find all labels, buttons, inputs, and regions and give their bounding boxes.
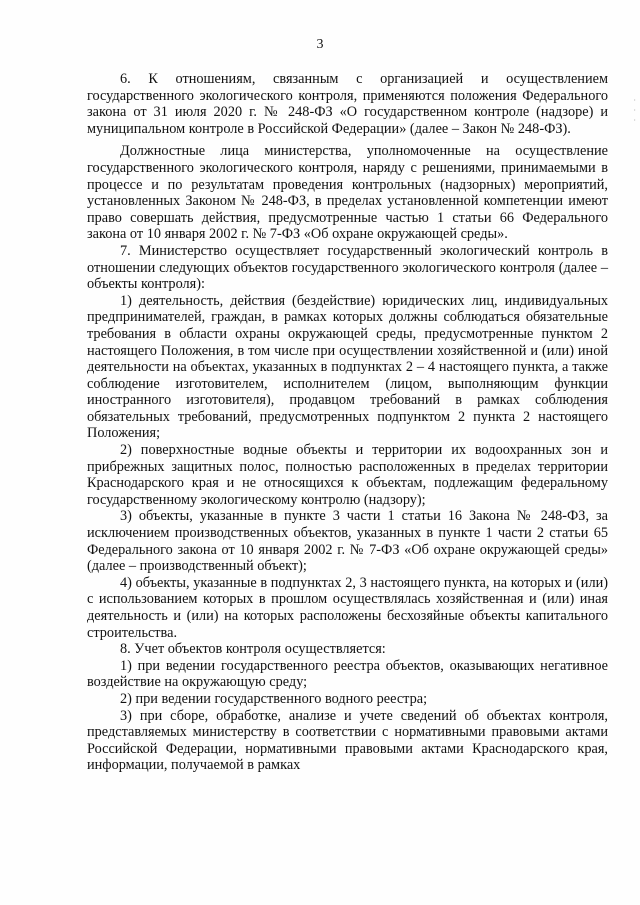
- subitem-8-1: 1) при ведении государственного реестра объектов, оказывающих негативное воздействие на окружающую среду;: [87, 657, 608, 691]
- subitem-7-2: 2) поверхностные водные объекты и территории их водоохранных зон и прибрежных защитных полос, полностью расположенных в пределах территории Краснодарского края и не относящихся к объектам, подлежащим федеральному государственному экологическому контролю (надзору);: [87, 442, 608, 508]
- paragraph-item-7: 7. Министерство осуществляет государственный экологический контроль в отношении следующих объектов государственного экологического контроля (далее – объекты контроля):: [87, 242, 608, 293]
- page-number: 3: [316, 37, 324, 52]
- document-body: [87, 71, 608, 774]
- subitem-8-2: 2) при ведении государственного водного реестра;: [120, 690, 428, 707]
- paragraph-officials: Должностные лица министерства, уполномоченные на осуществление государственного экологического контроля, наряду с решениями, принимаемыми в процессе и по результатам проведения контрольных (надзорных) мероприятий, установленных Законом № 248-ФЗ, в пределах установленной компетенции имеют право совершать действия, предусмотренные частью 1 статьи 66 Федерального закона от 10 января 2002 г. № 7-ФЗ «Об охране окружающей среды».: [87, 143, 608, 243]
- paragraph-item-6: 6. К отношениям, связанным с организацией и осуществлением государственного экологического контроля, применяются положения Федерального закона от 31 июля 2020 г. № 248-ФЗ «О государственном контроле (надзоре) и муниципальном контроле в Российской Федерации» (далее – Закон № 248-ФЗ).: [87, 71, 608, 137]
- subitem-7-1: 1) деятельность, действия (бездействие) юридических лиц, индивидуальных предпринимателей, граждан, в рамках которых должны соблюдаться обязательные требования в области охраны окружающей среды, предусмотренные пунктом 2 настоящего Положения, в том числе при осуществлении хозяйственной и (или) иной деятельности на объектах, указанных в подпунктах 2 – 4 настоящего пункта, а также соблюдение изготовителем, исполнителем (лицом, выполняющим функции иностранного изготовителя), продавцом требований в рамках соблюдения обязательных требований, предусмотренных подпунктом 2 пункта 2 настоящего Положения;: [87, 292, 608, 442]
- subitem-7-3: 3) объекты, указанные в пункте 3 части 1 статьи 16 Закона № 248-ФЗ, за исключением производственных объектов, указанных в пункте 1 части 2 статьи 65 Федерального закона от 10 января 2002 г. № 7-ФЗ «Об охране окружающей среды» (далее – производственный объект);: [87, 508, 608, 575]
- margin-mark: · · ·: [633, 96, 636, 125]
- subitem-8-3: 3) при сборе, обработке, анализе и учете сведений об объектах контроля, представляемых министерству в соответствии с нормативными правовыми актами Российской Федерации, нормативными правовыми актами Краснодарского края, информации, получаемой в рамках: [87, 707, 608, 774]
- subitem-7-4: 4) объекты, указанные в подпунктах 2, 3 настоящего пункта, на которых и (или) с использованием которых в прошлом осуществлялась хозяйственная и (или) иная деятельность и (или) на которых расположены бесхозяйные объекты капитального строительства.: [87, 574, 608, 641]
- paragraph-item-8: 8. Учет объектов контроля осуществляется:: [120, 641, 386, 658]
